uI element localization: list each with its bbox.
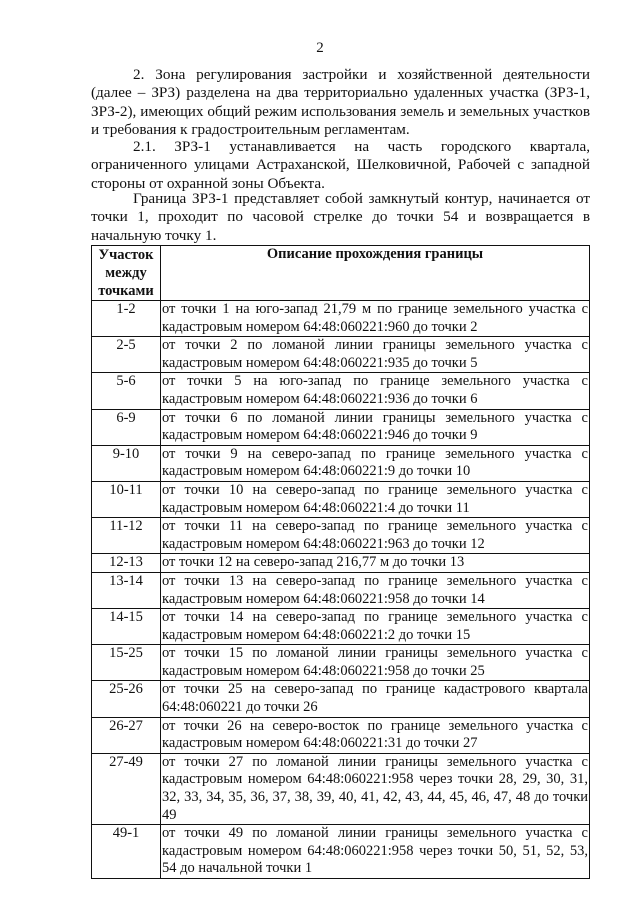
table-row [92, 301, 590, 337]
segment-cell: 26-27 [92, 717, 161, 753]
table-row [92, 554, 590, 573]
table-row [92, 572, 590, 608]
paragraph-zrz1-boundary: Граница ЗРЗ-1 представляет собой замкнутый контур, начинается от точки 1, проходит по часовой стрелке до точки 54 и возвращается в начальную точку 1. [91, 190, 590, 244]
description-cell: от точки 15 по ломаной линии границы земельного участка с кадастровым номером 64:48:060221:958 до точки 25 [161, 645, 590, 681]
segment-cell: 9-10 [92, 445, 161, 481]
table-row [92, 753, 590, 824]
description-cell: от точки 26 на северо-восток по границе земельного участка с кадастровым номером 64:48:060221:31 до точки 27 [161, 717, 590, 753]
table-row [92, 717, 590, 753]
segment-cell: 27-49 [92, 753, 161, 824]
table-row [92, 409, 590, 445]
description-cell: от точки 25 на северо-запад по границе кадастрового квартала 64:48:060221 до точки 26 [161, 681, 590, 717]
table-row [92, 373, 590, 409]
description-cell: от точки 12 на северо-запад 216,77 м до точки 13 [161, 554, 590, 573]
table-row [92, 645, 590, 681]
segment-cell: 10-11 [92, 481, 161, 517]
segment-cell: 6-9 [92, 409, 161, 445]
segment-cell: 2-5 [92, 337, 161, 373]
description-cell: от точки 6 по ломаной линии границы земельного участка с кадастровым номером 64:48:060221:946 до точки 9 [161, 409, 590, 445]
description-cell: от точки 14 на северо-запад по границе земельного участка с кадастровым номером 64:48:060221:2 до точки 15 [161, 609, 590, 645]
paragraph-zone-description: 2. Зона регулирования застройки и хозяйственной деятельности (далее – ЗРЗ) разделена на два территориально удаленных участка (ЗРЗ-1, ЗРЗ-2), имеющих общий режим использования земель и земельных участков и требования к градостроительным регламентам. [91, 66, 590, 138]
description-cell: от точки 13 на северо-запад по границе земельного участка с кадастровым номером 64:48:060221:958 до точки 14 [161, 572, 590, 608]
table-row [92, 445, 590, 481]
segment-cell: 15-25 [92, 645, 161, 681]
table-row [92, 518, 590, 554]
description-cell: от точки 9 на северо-запад по границе земельного участка с кадастровым номером 64:48:060221:9 до точки 10 [161, 445, 590, 481]
segment-cell: 1-2 [92, 301, 161, 337]
table-row [92, 609, 590, 645]
header-segment: Участок между точками [92, 246, 161, 301]
description-cell: от точки 1 на юго-запад 21,79 м по границе земельного участка с кадастровым номером 64:48:060221:960 до точки 2 [161, 301, 590, 337]
segment-cell: 49-1 [92, 825, 161, 879]
segment-cell: 12-13 [92, 554, 161, 573]
boundary-table [91, 245, 590, 879]
table-row [92, 825, 590, 879]
header-description: Описание прохождения границы [161, 246, 590, 301]
description-cell: от точки 10 на северо-запад по границе земельного участка с кадастровым номером 64:48:060221:4 до точки 11 [161, 481, 590, 517]
table-row [92, 681, 590, 717]
description-cell: от точки 11 на северо-запад по границе земельного участка с кадастровым номером 64:48:060221:963 до точки 12 [161, 518, 590, 554]
segment-cell: 25-26 [92, 681, 161, 717]
segment-cell: 5-6 [92, 373, 161, 409]
segment-cell: 14-15 [92, 609, 161, 645]
description-cell: от точки 5 на юго-запад по границе земельного участка с кадастровым номером 64:48:060221:936 до точки 6 [161, 373, 590, 409]
segment-cell: 13-14 [92, 572, 161, 608]
description-cell: от точки 49 по ломаной линии границы земельного участка с кадастровым номером 64:48:060221:958 через точки 50, 51, 52, 53, 54 до начальной точки 1 [161, 825, 590, 879]
table-header-row [92, 246, 590, 301]
paragraph-zrz1-location: 2.1. ЗРЗ-1 устанавливается на часть городского квартала, ограниченного улицами Астраханской, Шелковичной, Рабочей с западной стороны от охранной зоны Объекта. [91, 138, 590, 192]
description-cell: от точки 2 по ломаной линии границы земельного участка с кадастровым номером 64:48:060221:935 до точки 5 [161, 337, 590, 373]
table-row [92, 337, 590, 373]
page-number: 2 [316, 40, 324, 56]
description-cell: от точки 27 по ломаной линии границы земельного участка с кадастровым номером 64:48:060221:958 через точки 28, 29, 30, 31, 32, 33, 34, 35, 36, 37, 38, 39, 40, 41, 42, 43, 44, 45, 46, 47, 48 до точки 49 [161, 753, 590, 824]
segment-cell: 11-12 [92, 518, 161, 554]
table-row [92, 481, 590, 517]
